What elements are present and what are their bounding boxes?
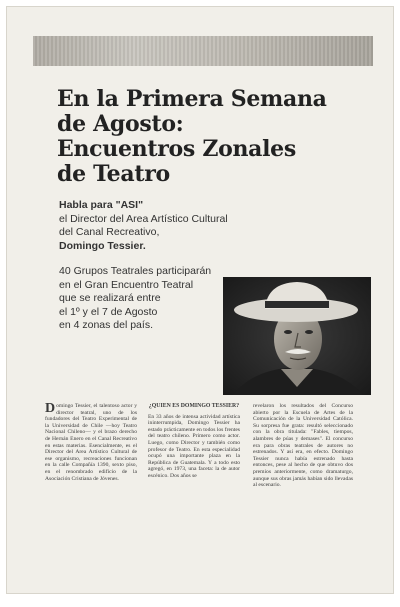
groups-line: en el Gran Encuentro Teatral: [59, 278, 194, 291]
groups-line: que se realizará entre: [59, 292, 161, 304]
column-text: omingo Tessier, el talentoso actor y director teatral, uno de los fundadores del Teatro Experimental de la Universidad de Chile —hoy Teatro Nacional Chileno— y el brazo derecho de Hernán Enero en el Canal Recreativo en estas materias. Esencialmente, es el Director del Area Artístico Cultural de ese organismo, recreaciones funcionan en la calle Compañía 1390, sexto piso, en el renombrado edificio de la Asociación Cristiana de Jóvenes.: [45, 403, 137, 482]
headline-line: Encuentros Zonales: [57, 136, 296, 162]
groups-line: en 4 zonas del país.: [59, 319, 153, 331]
portrait-illustration: [223, 277, 371, 395]
intro-line: Habla para "ASI": [59, 199, 144, 211]
intro-subheading: [59, 199, 379, 253]
drop-cap: D: [45, 401, 56, 416]
headline-line: de Teatro: [57, 161, 170, 187]
newspaper-page: [7, 7, 393, 593]
intro-line: el Director del Area Artístico Cultural: [59, 212, 228, 225]
header-band: [33, 36, 373, 66]
groups-subheading: [59, 265, 224, 333]
intro-line: Domingo Tessier.: [59, 239, 146, 252]
column-heading: ¿QUIEN ES DOMINGO TESSIER?: [148, 403, 240, 409]
headline-line: de Agosto:: [57, 111, 184, 137]
column-text: revelaron los resultados del Concurso abierto por la Escuela de Artes de la Comunicación de la Universidad Católica. Su sorpresa fue grata: resultó seleccionado con la obra titulada: "Fables, tiempos, alambres de púas y demases". El concurso era para obras teatrales de autores no estrenados. Y así era, en efecto. Domingo Tessier nunca había estrenado hasta entonces, pese al hecho de que obtuvo dos premios anteriormente, como dramaturgo, aunque sus obras jamás habían sido llevadas al escenario.: [253, 403, 353, 489]
headline-line: En la Primera Semana: [57, 86, 327, 112]
article-column-2: [148, 403, 240, 480]
article-column-1: [45, 403, 137, 482]
column-text: En 33 años de intensa actividad artística ininterrumpida, Domingo Tessier ha estado prácticamente en todos los frentes del teatro chileno. Primero como actor. Luego, como Director y también como profesor de Teatro. En esta especialidad ocupó una importante plaza en la República de Guatemala. Y a todo esto agregó, en 1973, una faceta: la de autor escénico. Dos años se: [148, 413, 240, 479]
headline: [57, 87, 357, 187]
article-column-3: [253, 403, 353, 489]
groups-line: el 1º y el 7 de Agosto: [59, 305, 158, 318]
groups-line: 40 Grupos Teatrales participarán: [59, 265, 212, 277]
portrait-photo: [223, 277, 371, 395]
intro-line: del Canal Recreativo,: [59, 226, 160, 238]
